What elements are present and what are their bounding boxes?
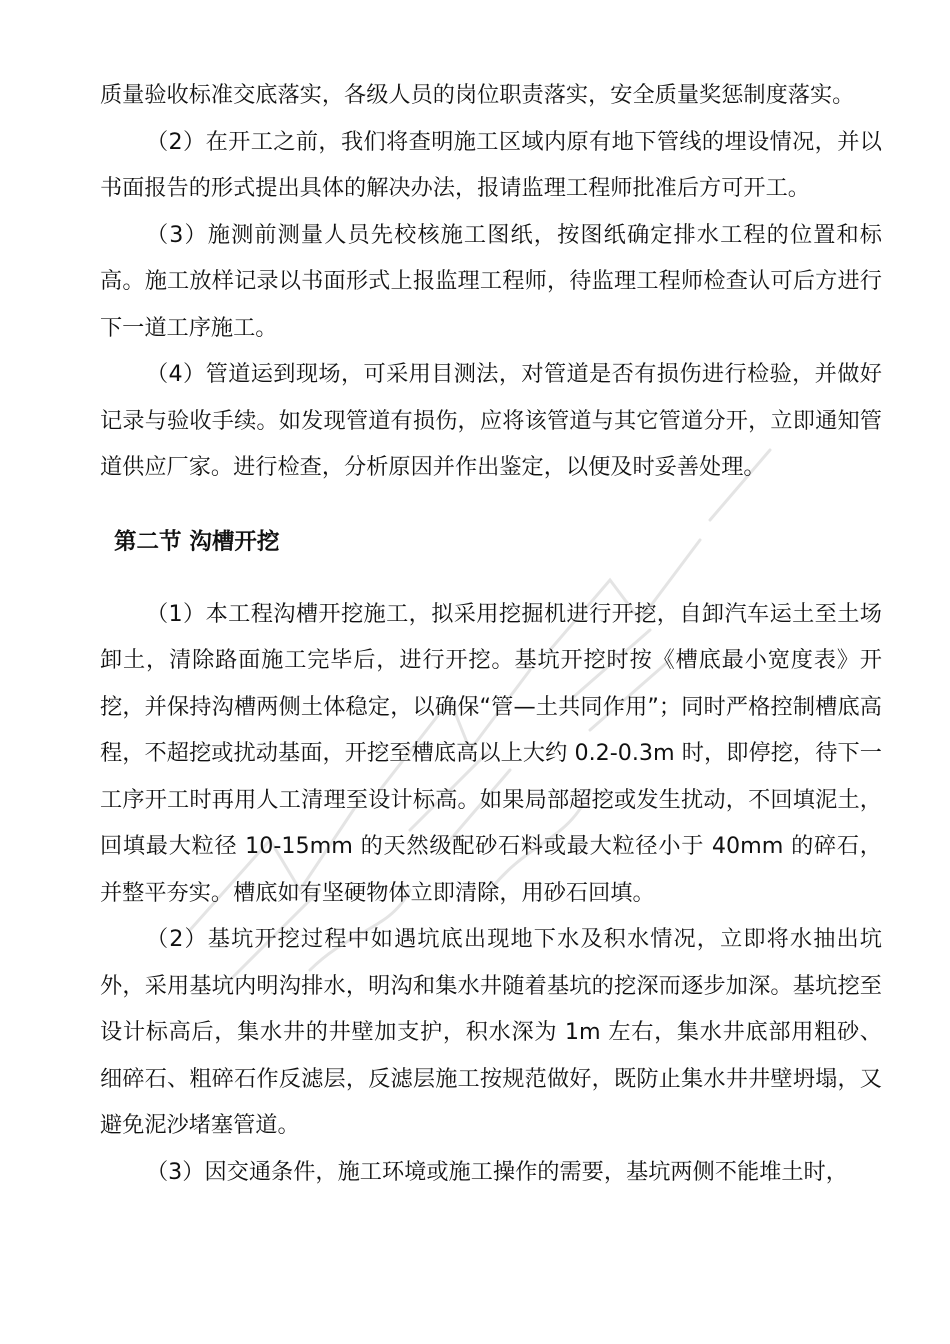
paragraph-trench-3: （3）因交通条件，施工环境或施工操作的需要，基坑两侧不能堆土时， — [146, 1158, 848, 1185]
section-heading: 第二节 沟槽开挖 — [114, 528, 280, 555]
paragraph-item-4: （4）管道运到现场，可采用目测法，对管道是否有损伤进行检验，并做好记录与验收手续。如发现管道有损伤，应将该管道与其它管道分开，立即通知管道供应厂家。进行检查，分析原因并作出鉴定，以便及时妥善处理。 — [100, 361, 882, 480]
document-page — [100, 72, 882, 1195]
paragraph-trench-2: （2）基坑开挖过程中如遇坑底出现地下水及积水情况，立即将水抽出坑外，采用基坑内明沟排水，明沟和集水井随着基坑的挖深而逐步加深。基坑挖至设计标高后，集水井的井壁加支护，积水深为 1m 左右，集水井底部用粗砂、细碎石、粗碎石作反滤层，反滤层施工按规范做好，既防止集水井井壁坍塌，又避免泥沙堵塞管道。 — [100, 926, 882, 1138]
paragraph-trench-1: （1）本工程沟槽开挖施工，拟采用挖掘机进行开挖，自卸汽车运土至土场卸土，清除路面施工完毕后，进行开挖。基坑开挖时按《槽底最小宽度表》开挖，并保持沟槽两侧土体稳定，以确保“管—土共同作用”；同时严格控制槽底高程，不超挖或扰动基面，开挖至槽底高以上大约 0.2-0.3m 时，即停挖，待下一工序开工时再用人工清理至设计标高。如果局部超挖或发生扰动，不回填泥土，回填最大粒径 10-15mm 的天然级配砂石料或最大粒径小于 40mm 的碎石，并整平夯实。槽底如有坚硬物体立即清除，用砂石回填。 — [100, 600, 882, 906]
paragraph-item-2: （2）在开工之前，我们将查明施工区域内原有地下管线的埋设情况，并以书面报告的形式提出具体的解决办法，报请监理工程师批准后方可开工。 — [100, 128, 882, 201]
paragraph-item-3: （3）施测前测量人员先校核施工图纸，按图纸确定排水工程的位置和标高。施工放样记录以书面形式上报监理工程师，待监理工程师检查认可后方进行下一道工序施工。 — [100, 221, 882, 341]
paragraph-continuation: 质量验收标准交底落实，各级人员的岗位职责落实，安全质量奖惩制度落实。 — [100, 82, 855, 108]
